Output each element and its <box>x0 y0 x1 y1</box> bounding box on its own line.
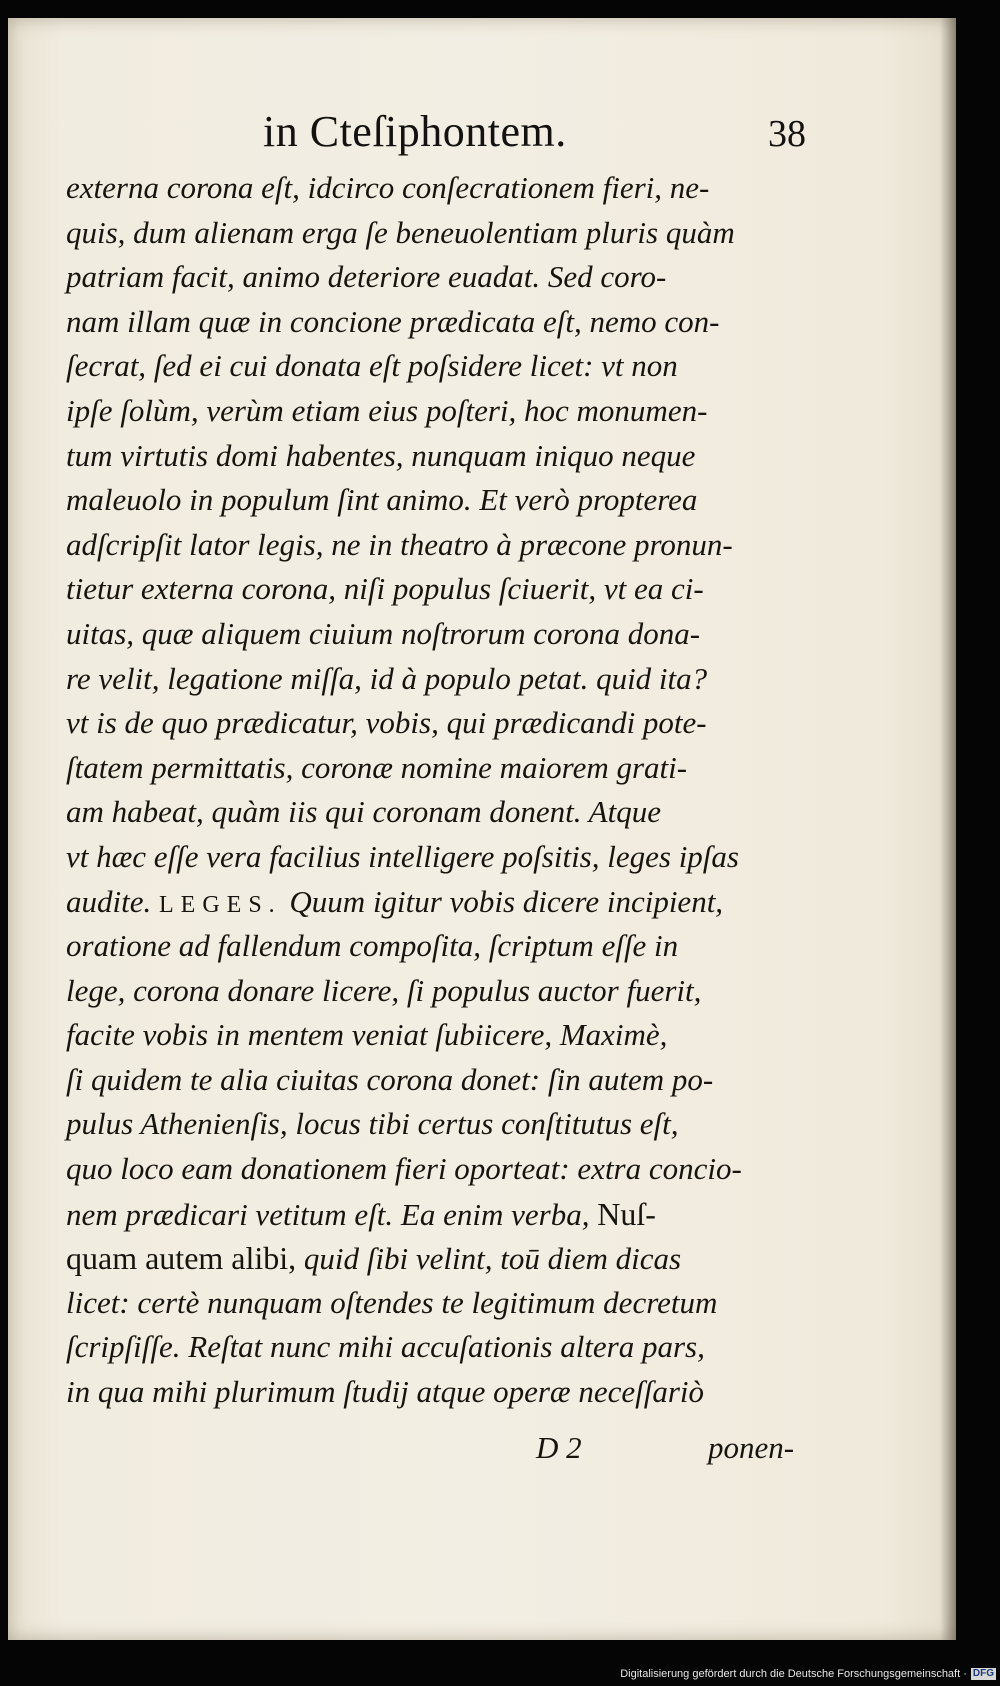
body-text <box>66 166 811 1415</box>
text-line: facite vobis in mentem veniat ſubiicere, Maximè, <box>66 1017 668 1053</box>
page-number: 38 <box>768 113 806 155</box>
text-line: lege, corona donare licere, ſi populus auctor fuerit, <box>66 972 702 1008</box>
law-heading: LEGES. <box>159 891 282 918</box>
text-line: ſecrat, ſed ei cui donata eſt poſsidere licet: vt non <box>66 348 678 384</box>
text-line: maleuolo in populum ſint animo. Et verò propterea <box>66 482 698 518</box>
text-line: vt is de quo prædicatur, vobis, qui prædicandi pote- <box>66 705 707 741</box>
text-line: re velit, legatione miſſa, id à populo petat. quid ita? <box>66 660 708 696</box>
text-line: externa corona eſt, idcirco conſecrationem fieri, ne- <box>66 170 710 205</box>
text-line: nam illam quæ in concione prædicata eſt, nemo con- <box>66 303 720 339</box>
quoted-text: quam autem alibi, <box>66 1240 297 1277</box>
text-line-quote-start <box>66 1192 811 1237</box>
catchword: ponen- <box>708 1430 795 1465</box>
text-fragment: nem prædicari vetitum eſt. Ea enim verba, <box>66 1196 590 1232</box>
text-line: adſcripſit lator legis, ne in theatro à præcone pronun- <box>66 526 733 562</box>
text-line: pulus Athenienſis, locus tibi certus conſtitutus eſt, <box>66 1106 679 1142</box>
text-line: ipſe ſolùm, verùm etiam eius poſteri, hoc monumen- <box>66 392 708 428</box>
text-line: licet: certè nunquam oſtendes te legitimum decretum <box>66 1284 718 1320</box>
text-line: am habeat, quàm iis qui coronam donent. Atque <box>66 794 661 830</box>
text-fragment: quid ſibi velint, toū diem dicas <box>303 1241 682 1277</box>
text-line: uitas, quæ aliquem ciuium noſtrorum corona dona- <box>66 615 701 651</box>
text-line: tum virtutis domi habentes, nunquam iniquo neque <box>66 437 696 473</box>
text-line-quote-end <box>66 1236 811 1281</box>
quoted-text: Nuſ- <box>597 1195 656 1232</box>
page-title: in Cteſiphontem. <box>263 107 567 156</box>
text-line: ſcripſiſſe. Reſtat nunc mihi accuſationis altera pars, <box>66 1329 705 1365</box>
text-line: patriam facit, animo deteriore euadat. Sed coro- <box>66 259 667 295</box>
text-line: ſi quidem te alia ciuitas corona donet: ſin autem po- <box>66 1061 714 1097</box>
text-line: in qua mihi plurimum ſtudij atque operæ neceſſariò <box>66 1374 705 1410</box>
text-line: quo loco eam donationem fieri oporteat: extra concio- <box>66 1151 742 1187</box>
digitization-credit <box>620 1668 996 1680</box>
text-line: oratione ad fallendum compoſita, ſcriptum eſſe in <box>66 928 679 964</box>
text-line: vt hæc eſſe vera facilius intelligere poſsitis, leges ipſas <box>66 838 739 874</box>
text-line: quis, dum alienam erga ſe beneuolentiam pluris quàm <box>66 214 735 250</box>
running-head <box>8 106 956 170</box>
text-fragment: audite. <box>66 883 152 919</box>
text-line: tietur externa corona, niſi populus ſciuerit, vt ea ci- <box>66 571 704 607</box>
text-fragment: Quum igitur vobis dicere incipient, <box>289 883 724 919</box>
page-edge-shadow <box>940 18 956 1640</box>
page-footer <box>8 1430 956 1480</box>
text-line: ſtatem permittatis, coronæ nomine maiorem grati- <box>66 749 688 785</box>
credit-text: Digitalisierung gefördert durch die Deutsche Forschungsgemeinschaft · <box>620 1668 967 1680</box>
scanned-page <box>8 18 956 1640</box>
text-line-leges <box>66 880 811 925</box>
dfg-logo-icon: DFG <box>972 1668 994 1679</box>
signature-mark: D 2 <box>536 1430 582 1465</box>
